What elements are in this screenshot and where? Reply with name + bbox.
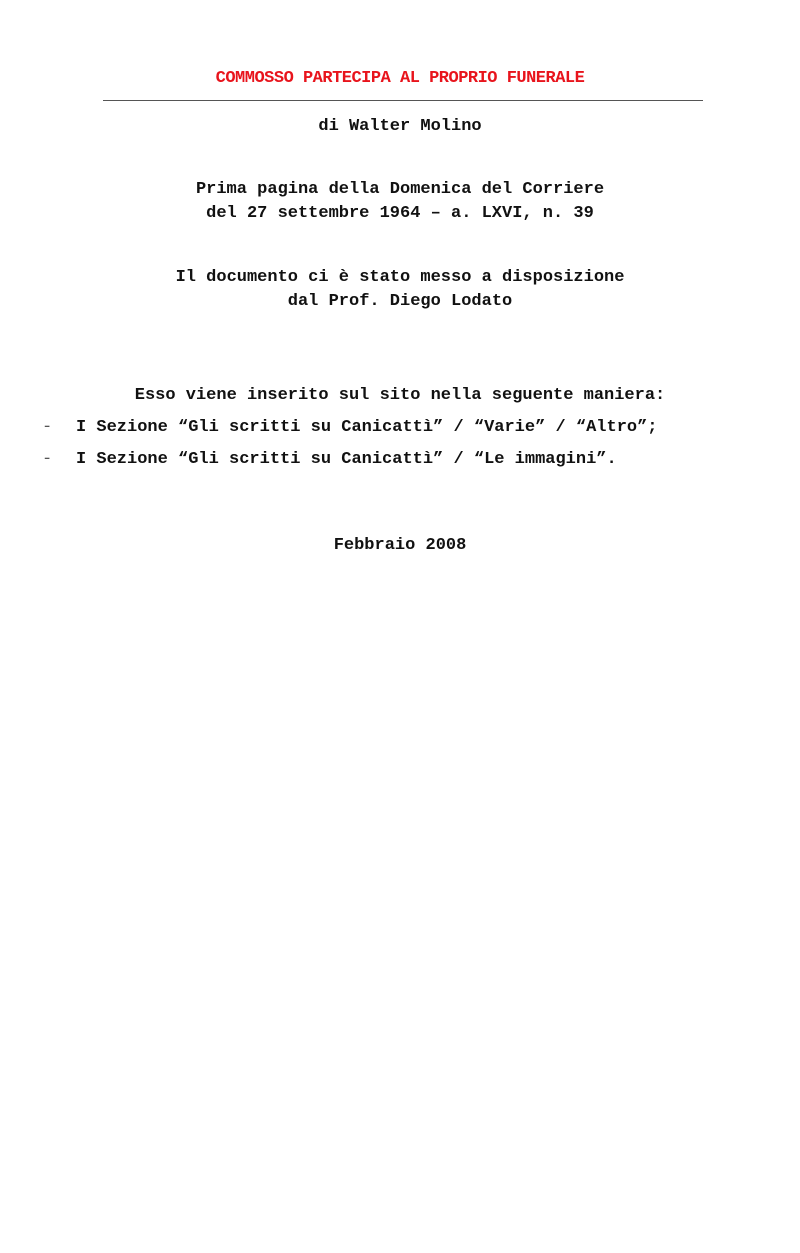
title-divider [103,100,703,101]
source-block [0,178,800,226]
list-bullet: - [42,450,53,469]
list-bullet: - [42,418,53,437]
source-line-2: del 27 settembre 1964 – a. LXVI, n. 39 [206,204,594,223]
document-date: Febbraio 2008 [333,536,467,555]
list-item-text: I Sezione “Gli scritti su Canicattì” / “Varie” / “Altro”; [76,418,658,437]
placement-intro: Esso viene inserito sul sito nella seguente maniera: [134,386,666,405]
source-line-1: Prima pagina della Domenica del Corriere [195,180,605,199]
credit-line-1: Il documento ci è stato messo a disposizione [175,268,625,287]
credit-block [0,266,800,314]
document-title: COMMOSSO PARTECIPA AL PROPRIO FUNERALE [215,69,585,88]
credit-line-2: dal Prof. Diego Lodato [287,292,513,311]
author-line: di Walter Molino [318,117,482,136]
list-item-text: I Sezione “Gli scritti su Canicattì” / “Le immagini”. [76,450,617,469]
